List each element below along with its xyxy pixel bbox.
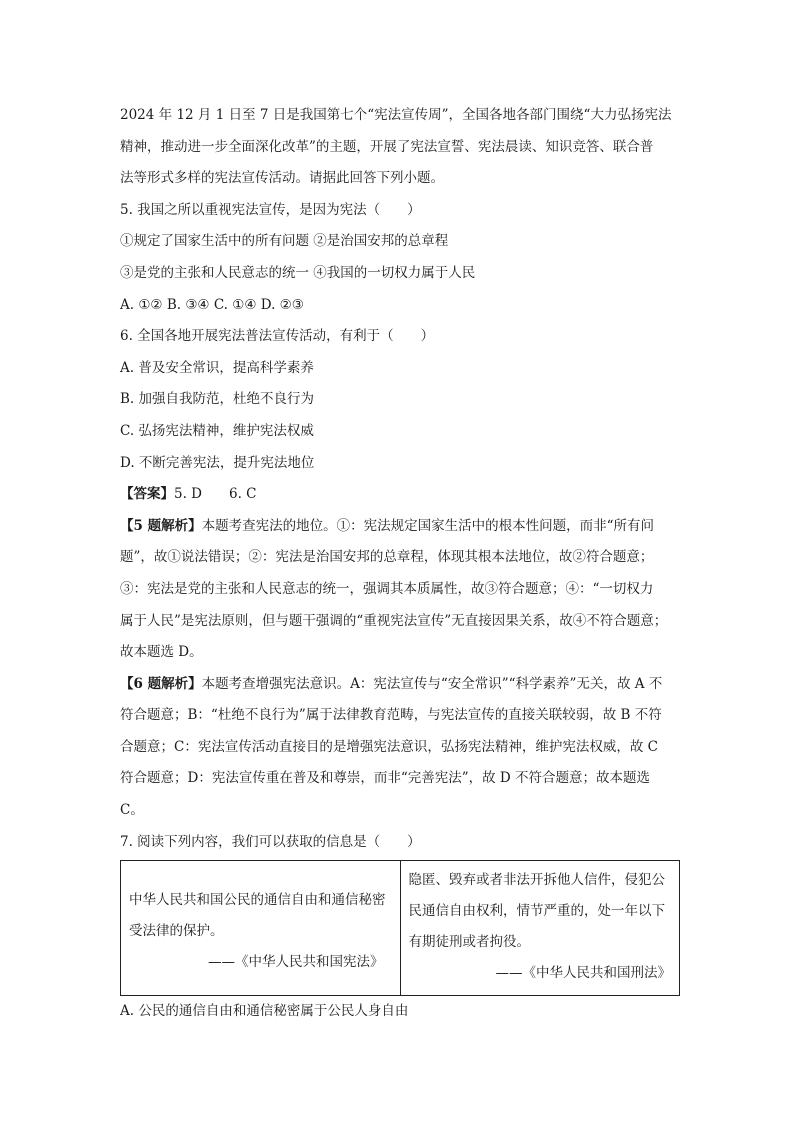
intro-line: 法等形式多样的宪法宣传活动。请据此回答下列小题。 [120,170,444,187]
constitution-quote-cell [121,861,401,996]
intro-paragraph [120,100,680,195]
quote-table [120,860,680,996]
option-c: C. 弘扬宪法精神，维护宪法权威 [120,422,314,439]
intro-line: 精神，推动进一步全面深化改革”的主题，开展了宪法宣誓、宪法晨读、知识竞答、联合普 [120,138,654,155]
question-item: ①规定了国家生活中的所有问题 ②是治国安邦的总章程 [120,233,449,250]
criminal-law-quote: 隐匿、毁弃或者非法开拆他人信件，侵犯公民通信自由权利，情节严重的，处一年以下有期徒刑或者拘役。 [408,872,665,951]
question-6 [120,321,680,479]
analysis-line: 符合题意；D：宪法宣传重在普及和尊崇，而非“完善宪法”，故 D 不符合题意；故本题选 [120,770,651,787]
constitution-source: ——《中华人民共和国宪法》 [208,954,384,971]
analysis-line: 属于人民”是宪法原则，但与题干强调的“重视宪法宣传”无直接因果关系，故④不符合题意； [120,612,668,629]
question-stem: 5. 我国之所以重视宪法宣传，是因为宪法（ ） [120,201,421,218]
question-stem: 6. 全国各地开展宪法普法宣传活动，有利于（ ） [120,328,435,345]
analysis-text: 本题考查增强宪法意识。A：宪法宣传与“安全常识”“科学素养”无关，故 A 不 [201,675,663,692]
criminal-law-quote-cell [400,861,680,996]
question-stem: 7. 阅读下列内容，我们可以获取的信息是（ ） [120,833,421,850]
option-a: A. 普及安全常识，提高科学素养 [120,359,314,376]
analysis-text: 本题考查宪法的地位。①：宪法规定国家生活中的根本性问题，而非“所有问 [201,517,654,534]
analysis-line: ③：宪法是党的主张和人民意志的统一，强调其本质属性，故③符合题意；④：“一切权力 [120,580,654,597]
analysis-label: 【6 题解析】 [120,675,202,692]
analysis-line: 题”，故①说法错误；②：宪法是治国安邦的总章程，体现其根本法地位，故②符合题意； [120,549,654,566]
question-7 [120,827,680,1028]
analysis-line [120,511,680,543]
answer-line [120,479,680,511]
criminal-law-source: ——《中华人民共和国刑法》 [495,965,671,982]
option-b: B. 加强自我防范，杜绝不良行为 [120,391,315,408]
analysis-label: 【5 题解析】 [120,517,202,534]
analysis-6 [120,669,680,827]
question-item: ③是党的主张和人民意志的统一 ④我国的一切权力属于人民 [120,264,476,281]
analysis-line: 符合题意；B：“杜绝不良行为”属于法律教育范畴，与宪法宣传的直接关联较弱，故 B 不符 [120,707,662,724]
analysis-5 [120,511,680,669]
analysis-line: 合题意；C：宪法宣传活动直接目的是增强宪法意识，弘扬宪法精神，维护宪法权威，故 C [120,738,658,755]
question-options: A. ①② B. ③④ C. ①④ D. ②③ [120,296,304,313]
document-page [120,100,680,1028]
intro-line: 2024 年 12 月 1 日至 7 日是我国第七个“宪法宣传周”，全国各地各部门围绕“大力弘扬宪法 [120,107,672,123]
analysis-line: C。 [120,802,144,819]
option-a: A. 公民的通信自由和通信秘密属于公民人身自由 [120,1003,409,1020]
option-d: D. 不断完善宪法，提升宪法地位 [120,454,315,471]
analysis-line: 故本题选 D。 [120,644,203,661]
constitution-quote: 中华人民共和国公民的通信自由和通信秘密受法律的保护。 [129,892,386,940]
analysis-line [120,669,680,701]
answer-label: 【答案】 [120,486,174,503]
question-5 [120,195,680,321]
answer-value: 5. D 6. C [174,486,257,503]
